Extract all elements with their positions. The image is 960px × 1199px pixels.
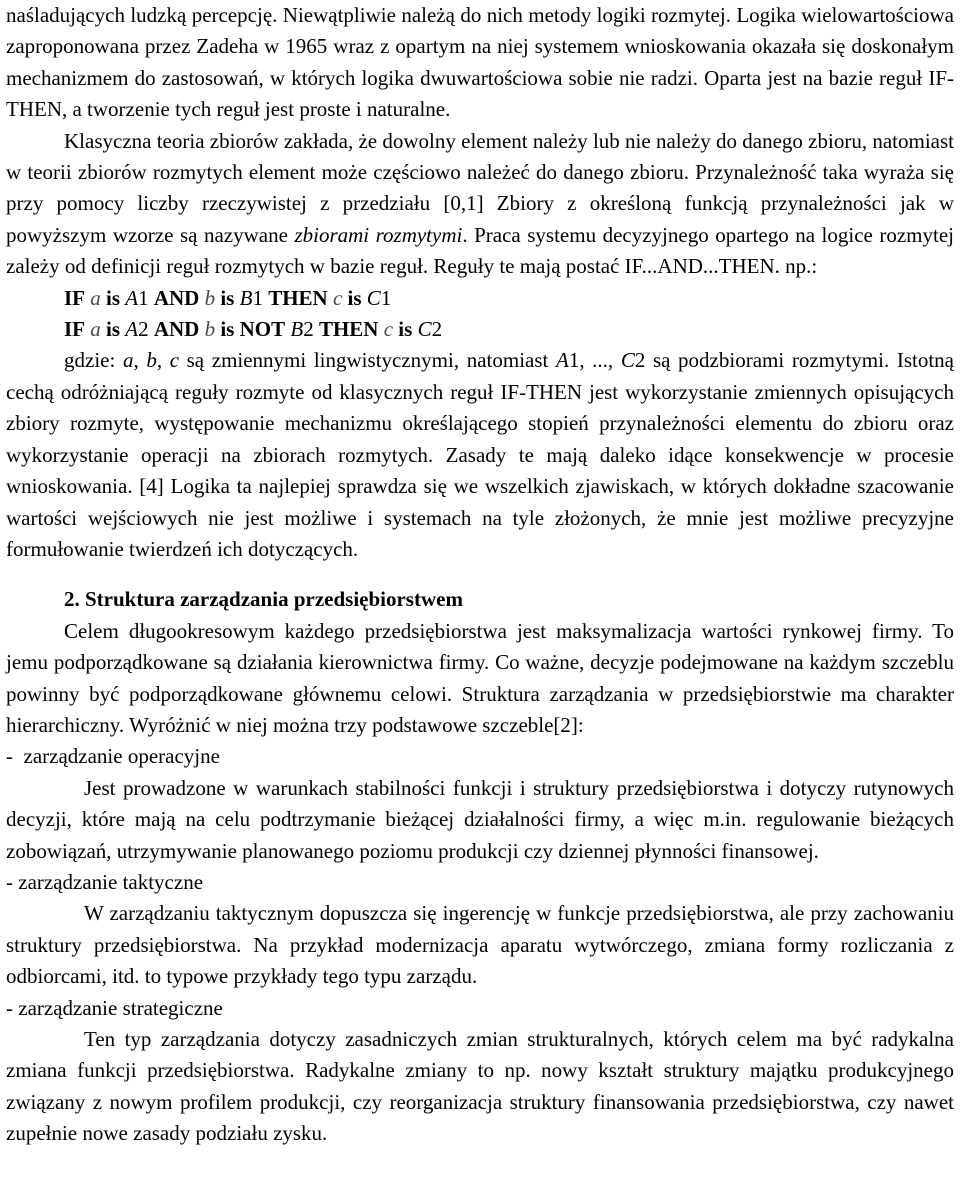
paragraph-intro: naśladujących ludzką percepcję. Niewątpliwie należą do nich metody logiki rozmytej. Logika wielowartościowa zaproponowana przez Zadeha w 1965 wraz z opartym na niej systemem wnioskowania okazała się doskonałym mechanizmem do zastosowań, w których logika dwuwartościowa sobie nie radzi. Oparta jest na bazie reguł IF-THEN, a tworzenie tych reguł jest proste i naturalne. xyxy=(6,3,954,122)
variable-c: c xyxy=(383,317,394,342)
keyword-is: is xyxy=(106,317,121,342)
keyword-is: is xyxy=(220,317,235,342)
keyword-and: AND xyxy=(153,317,200,342)
set-index: 1 xyxy=(138,285,149,310)
paragraph-operational: Jest prowadzone w warunkach stabilności funkcji i struktury przedsiębiorstwa i dotyczy rutynowych decyzji, które mają na celu podtrzymanie bieżącej działalności firmy, a więc m.in. regulowanie bieżących zobowiązań, utrzymywanie planowanego poziomu produkcji czy dziennej płynności finansowej. xyxy=(6,775,954,863)
keyword-is: is xyxy=(347,285,362,310)
set-index: 2 xyxy=(431,317,443,342)
fuzzy-rule-2 xyxy=(6,314,954,345)
section-heading: 2. Struktura zarządzania przedsiębiorstwem xyxy=(64,587,463,612)
list-label-tactical: - zarządzanie taktyczne xyxy=(6,869,204,894)
variable-b: b xyxy=(204,317,216,342)
keyword-then: THEN xyxy=(318,317,379,342)
text-span: 1, ..., xyxy=(568,348,621,373)
text-span: są zmiennymi lingwistycznymi, natomiast xyxy=(179,348,556,373)
paragraph-rule-explanation xyxy=(6,345,954,565)
keyword-is: is xyxy=(220,285,235,310)
set-index: 2 xyxy=(303,317,314,342)
text-span: gdzie: xyxy=(64,348,123,373)
variable-b: b xyxy=(146,348,157,373)
list-label-strategic: - zarządzanie strategiczne xyxy=(6,995,223,1020)
text-span: , xyxy=(133,348,147,373)
set-index: 1 xyxy=(380,285,392,310)
keyword-is: is xyxy=(398,317,413,342)
keyword-if: IF xyxy=(64,317,85,342)
keyword-if: IF xyxy=(64,285,85,310)
fuzzy-sets-term: zbiorami rozmytymi xyxy=(294,222,463,247)
paragraph-management-intro: Celem długookresowym każdego przedsiębiorstwa jest maksymalizacja wartości rynkowej firmy. To jemu podporządkowane są działania kierownictwa firmy. Co ważne, decyzje podejmowane na każdym szczeblu powinny być podporządkowane głównemu celowi. Struktura zarządzania w przedsiębiorstwie ma charakter hierarchiczny. Wyróżnić w niej można trzy podstawowe szczeble[2]: xyxy=(6,618,954,737)
keyword-is: is xyxy=(106,285,121,310)
paragraph-fuzzy-sets-text-b: . Praca systemu decyzyjnego opartego na logice rozmytej zależy od definicji reguł rozmytych w bazie reguł. Reguły te mają postać IF...AND...THEN. np.: xyxy=(6,222,955,279)
set-name: C xyxy=(366,285,381,310)
set-name: A xyxy=(555,348,569,373)
set-name: A xyxy=(125,285,139,310)
set-name: B xyxy=(290,317,304,342)
keyword-then: THEN xyxy=(268,285,328,310)
variable-b: b xyxy=(204,285,216,310)
paragraph-fuzzy-sets-text-a: Klasyczna teoria zbiorów zakłada, że dowolny element należy lub nie należy do danego zbioru, natomiast w teorii zbiorów rozmytych element może częściowo należeć do danego zbioru. Przynależność taka wyraża się przy pomocy liczby rzeczywistej z przedziału [0,1] Zbiory z określoną funkcją przynależności jak w powyższym wzorze są nazywane xyxy=(6,128,954,247)
set-index: 1 xyxy=(252,285,263,310)
keyword-not: NOT xyxy=(239,317,286,342)
set-name: B xyxy=(239,285,253,310)
list-label-operational: - zarządzanie operacyjne xyxy=(6,744,220,769)
paragraph-tactical: W zarządzaniu taktycznym dopuszcza się ingerencję w funkcje przedsiębiorstwa, ale przy zachowaniu struktury przedsiębiorstwa. Na przykład modernizacja aparatu wytwórczego, zmiana formy rozliczania z odbiorcami, itd. to typowe przykłady tego typu zarządu. xyxy=(6,901,954,989)
variable-a: a xyxy=(90,285,101,310)
keyword-and: AND xyxy=(153,285,200,310)
variable-a: a xyxy=(122,348,134,373)
text-span: , xyxy=(156,348,170,373)
variable-a: a xyxy=(90,317,101,342)
variable-c: c xyxy=(169,348,180,373)
fuzzy-rule-1 xyxy=(6,283,954,314)
set-name: C xyxy=(417,317,432,342)
set-name: C xyxy=(620,348,635,373)
paragraph-strategic: Ten typ zarządzania dotyczy zasadniczych zmian strukturalnych, których celem ma być radykalna zmiana funkcji przedsiębiorstwa. Radykalne zmiany to np. nowy kształt struktury majątku produkcyjnego związany z nowym profilem produkcji, czy reorganizacja struktury finansowania przedsiębiorstwa, czy nawet zupełnie nowe zasady podziału zysku. xyxy=(6,1027,954,1146)
set-index: 2 xyxy=(138,317,149,342)
set-name: A xyxy=(125,317,139,342)
text-span: 2 są podzbiorami rozmytymi. Istotną cechą odróżniającą reguły rozmyte od klasycznych reguł IF-THEN jest wykorzystanie zmiennych opisujących zbiory rozmyte, występowanie mechanizmu określającego stopień przynależności elementu do zbioru oraz wykorzystanie operacji na zbiorach rozmytych. Zasady te mają daleko idące konsekwencje w procesie wnioskowania. [4] Logika ta najlepiej sprawdza się we wszelkich zjawiskach, w których dokładne szacowanie wartości wejściowych nie jest możliwe i systemach na tyle złożonych, że mnie jest możliwe precyzyjne formułowanie twierdzeń ich dotyczących. xyxy=(6,348,954,561)
variable-c: c xyxy=(332,285,343,310)
paragraph-fuzzy-sets xyxy=(6,126,954,283)
document-page xyxy=(6,0,954,1150)
